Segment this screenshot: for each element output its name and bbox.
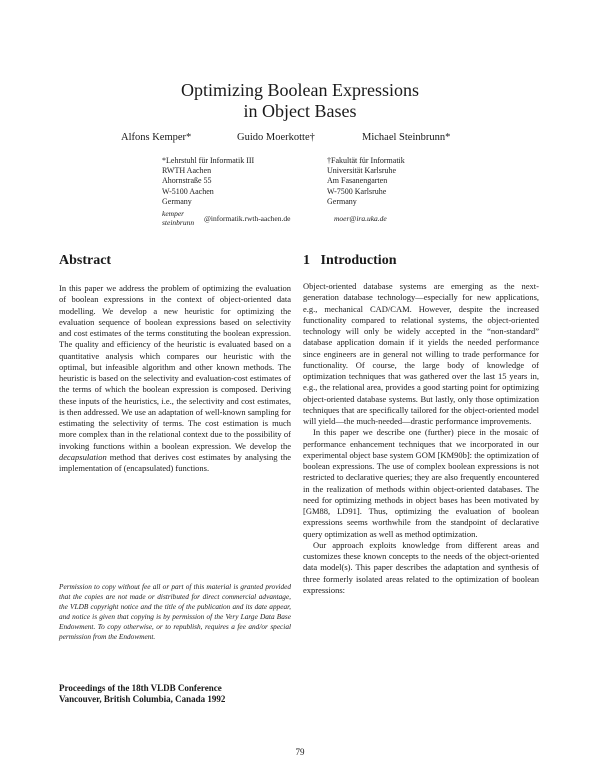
affiliation-line: Ahornstraße 55 [162,176,212,186]
affiliation-line: Germany [327,196,357,206]
abstract-paragraph [59,283,291,474]
affiliation-line: W-7500 Karlsruhe [327,186,387,196]
title-line-2: in Object Bases [243,101,357,121]
author-moerkotte: Guido Moerkotte† [237,132,315,143]
email-karlsruhe: moer@ira.uka.de [334,214,387,223]
author-steinbrunn: Michael Steinbrunn* [362,132,451,143]
affiliation-line: RWTH Aachen [162,166,212,176]
affiliation-line: †Fakultät für Informatik [327,156,405,165]
proceedings-line-1: Proceedings of the 18th VLDB Conference [59,683,222,693]
introduction-heading [303,253,396,269]
abstract-emphasis: decapsulation [59,451,107,462]
affiliation-line: Am Fasanengarten [327,176,388,186]
affiliation-karlsruhe [327,156,405,207]
affiliation-line: Universität Karlsruhe [327,166,397,176]
abstract-text-2: method that derives cost estimates by analysing the implementation of (encapsulated) functions. [59,451,291,473]
introduction-body [303,281,539,596]
page-number: 79 [295,747,305,757]
email-name-kemper: kemper [162,209,185,218]
email-domain-aachen: @informatik.rwth-aachen.de [204,214,291,223]
abstract-text-1: In this paper we address the problem of optimizing the evaluation of boolean expressions in the context of object-oriented data modelling. We develop a new heuristic for optimizing the evaluation sequence of boolean expressions based on selectivity and cost estimates of the terms constituting the boolean expression. The quality and efficiency of the heuristic is evaluated based on a quantitative analysis which compares our heuristic with the optimal, but infeasible algorithm and other known methods. The heuristic is based on the selectivity and evaluation-cost estimates of the terms of which the boolean expression is composed. Deriving these inputs of the heuristics, i.e., the selectivity and cost estimates, is then addressed. We use an adaptation of well-known sampling for estimating the selectivity of terms. The cost estimation is much more complex than in the relational context due to the possibility of invoking functions within a boolean expression. We develop the [59,283,291,451]
section-number: 1 [303,253,310,268]
proceedings-info [59,683,299,705]
title-line-1: Optimizing Boolean Expressions [181,80,419,100]
intro-paragraph-3: Our approach exploits knowledge from different areas and customizes these known concepts to the needs of the object-oriented data model(s). This paper describes the adaptation and synthesis of three formerly isolated areas related to the optimization of boolean expressions: [303,539,539,595]
email-names [162,210,194,227]
affiliation-line: W-5100 Aachen [162,186,214,196]
intro-paragraph-1: Object-oriented database systems are emerging as the next-generation database technology—especially for new applications, e.g., mechanical CAD/CAM. However, despite the increased functionality compared to relational systems, the object-oriented technology will only be widely accepted in the “non-standard” database application domain if it yields the needed performance since engineers are in general not willing to trade performance for functionality. Of course, the large body of knowledge of optimization techniques that was gathered over the last 15 years in, e.g., the relational area, provides a good starting point for optimizing object-oriented database systems. But lastly, only those optimization techniques that are specifically tailored for the object-oriented model will yield—the much-needed—drastic performance improvements. [303,281,539,426]
affiliation-aachen [162,156,254,207]
section-title: Introduction [320,253,397,268]
email-name-steinbrunn: steinbrunn [162,217,195,227]
permission-notice: Permission to copy without fee all or part of this material is granted provided that the copies are not made or distributed for direct commercial advantage, the VLDB copyright notice and the title of the publication and its date appear, and notice is given that copying is by permission of the Very Large Data Base Endowment. To copy otherwise, or to republish, requires a fee and/or special permission from the Endowment. [59,582,291,641]
proceedings-line-2: Vancouver, British Columbia, Canada 1992 [59,694,226,704]
abstract-body [59,283,291,474]
abstract-heading: Abstract [59,253,112,268]
paper-title [0,80,600,122]
author-kemper: Alfons Kemper* [121,132,192,143]
intro-paragraph-2: In this paper we describe one (further) piece in the mosaic of performance enhancement techniques that we incorporated in our experimental object base system GOM [KM90b]: the optimization of boolean expressions. The use of complex boolean expressions is not restricted to declarative queries; they are also frequently encountered in the realization of methods within object-oriented databases. The need for optimizing methods in object bases has been motivated by [GM88, LD91]. Thus, optimizing the evaluation of boolean expressions seems worthwhile from the standpoint of declarative query optimization as well as method optimization. [303,427,539,539]
affiliation-line: *Lehrstuhl für Informatik III [162,156,255,165]
affiliation-line: Germany [162,196,192,206]
